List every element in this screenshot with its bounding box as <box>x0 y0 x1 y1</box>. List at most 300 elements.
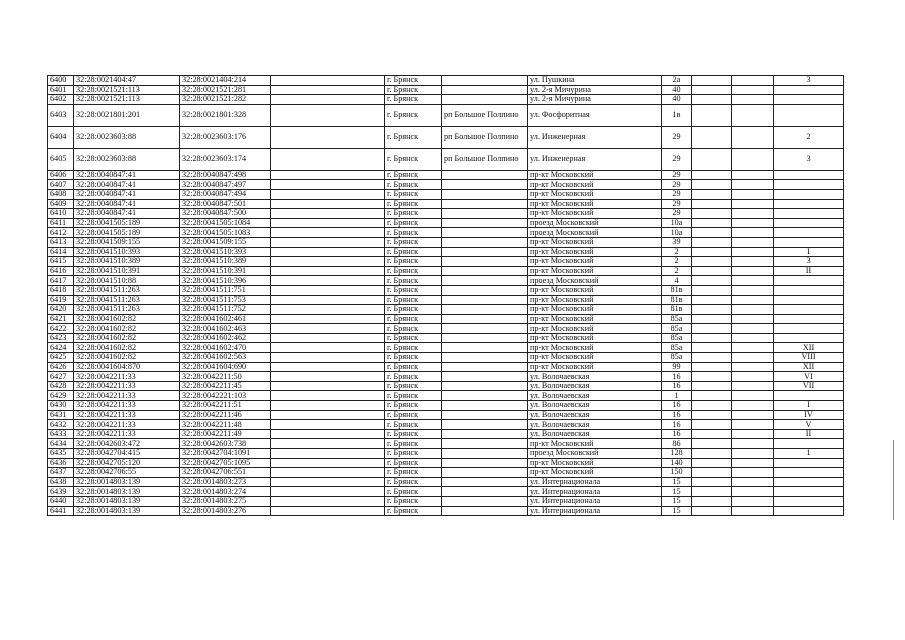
object-cadastral-number: 32:28:0041602:470 <box>180 343 271 353</box>
cadastral-number: 32:28:0014803:139 <box>74 506 180 516</box>
house-number-cell: 85а <box>662 324 692 334</box>
object-cadastral-number: 32:28:0041511:751 <box>180 285 271 295</box>
table-row <box>48 199 844 209</box>
empty-cell <box>732 362 774 372</box>
empty-cell <box>692 391 732 401</box>
empty-cell <box>692 381 732 391</box>
settlement-cell <box>442 439 528 449</box>
object-cadastral-number: 32:28:0014803:275 <box>180 496 271 506</box>
table-row <box>48 506 844 516</box>
empty-cell <box>271 209 385 219</box>
house-number-cell: 99 <box>662 362 692 372</box>
object-cadastral-number: 32:28:0042211:50 <box>180 372 271 382</box>
city-cell: г. Брянск <box>385 199 442 209</box>
empty-cell <box>732 333 774 343</box>
row-number: 6419 <box>48 295 74 305</box>
row-number: 6417 <box>48 276 74 286</box>
settlement-cell <box>442 324 528 334</box>
table-row <box>48 237 844 247</box>
settlement-cell <box>442 247 528 257</box>
table-row <box>48 189 844 199</box>
house-number-cell: 15 <box>662 506 692 516</box>
empty-cell <box>692 295 732 305</box>
house-number-cell: 1 <box>662 391 692 401</box>
building-cell <box>774 295 844 305</box>
house-number-cell: 15 <box>662 496 692 506</box>
building-cell: 1 <box>774 449 844 459</box>
object-cadastral-number: 32:28:0041510:396 <box>180 276 271 286</box>
house-number-cell: 85а <box>662 353 692 363</box>
table-row <box>48 420 844 430</box>
table-row <box>48 104 844 126</box>
settlement-cell <box>442 276 528 286</box>
empty-cell <box>732 104 774 126</box>
cadastral-number: 32:28:0042211:33 <box>74 391 180 401</box>
street-cell: пр-кт Московский <box>528 285 662 295</box>
house-number-cell: 40 <box>662 85 692 95</box>
street-cell: пр-кт Московский <box>528 257 662 267</box>
empty-cell <box>732 314 774 324</box>
row-number: 6416 <box>48 266 74 276</box>
building-cell <box>774 104 844 126</box>
empty-cell <box>732 401 774 411</box>
street-cell: пр-кт Московский <box>528 266 662 276</box>
row-number: 6428 <box>48 381 74 391</box>
object-cadastral-number: 32:28:0041509:155 <box>180 237 271 247</box>
settlement-cell <box>442 228 528 238</box>
empty-cell <box>732 449 774 459</box>
settlement-cell <box>442 477 528 487</box>
house-number-cell: 86 <box>662 439 692 449</box>
street-cell: ул. Инженерная <box>528 148 662 170</box>
table-row <box>48 410 844 420</box>
cadastral-number: 32:28:0041509:155 <box>74 237 180 247</box>
empty-cell <box>732 372 774 382</box>
empty-cell <box>692 257 732 267</box>
empty-cell <box>271 228 385 238</box>
settlement-cell <box>442 95 528 105</box>
empty-cell <box>732 126 774 148</box>
empty-cell <box>692 487 732 497</box>
row-number: 6406 <box>48 170 74 180</box>
table-row <box>48 257 844 267</box>
city-cell: г. Брянск <box>385 458 442 468</box>
row-number: 6420 <box>48 305 74 315</box>
registry-table <box>47 75 844 516</box>
house-number-cell: 16 <box>662 372 692 382</box>
empty-cell <box>732 477 774 487</box>
settlement-cell <box>442 285 528 295</box>
row-number: 6409 <box>48 199 74 209</box>
city-cell: г. Брянск <box>385 276 442 286</box>
street-cell: пр-кт Московский <box>528 209 662 219</box>
empty-cell <box>732 247 774 257</box>
table-row <box>48 449 844 459</box>
settlement-cell <box>442 496 528 506</box>
empty-cell <box>732 429 774 439</box>
house-number-cell: 16 <box>662 381 692 391</box>
street-cell: ул. 2-я Мичурина <box>528 85 662 95</box>
table-row <box>48 458 844 468</box>
table-row <box>48 401 844 411</box>
building-cell: 3 <box>774 257 844 267</box>
cadastral-number: 32:28:0040847:41 <box>74 170 180 180</box>
empty-cell <box>732 324 774 334</box>
table-row <box>48 218 844 228</box>
row-number: 6410 <box>48 209 74 219</box>
building-cell <box>774 487 844 497</box>
empty-cell <box>271 276 385 286</box>
house-number-cell: 29 <box>662 199 692 209</box>
street-cell: пр-кт Московский <box>528 333 662 343</box>
city-cell: г. Брянск <box>385 285 442 295</box>
house-number-cell: 2 <box>662 247 692 257</box>
cadastral-number: 32:28:0042211:33 <box>74 372 180 382</box>
city-cell: г. Брянск <box>385 257 442 267</box>
settlement-cell <box>442 381 528 391</box>
empty-cell <box>732 148 774 170</box>
city-cell: г. Брянск <box>385 381 442 391</box>
settlement-cell <box>442 333 528 343</box>
object-cadastral-number: 32:28:0042211:49 <box>180 429 271 439</box>
building-cell: XII <box>774 362 844 372</box>
street-cell: ул. Интернационала <box>528 496 662 506</box>
table-row <box>48 148 844 170</box>
cadastral-number: 32:28:0040847:41 <box>74 199 180 209</box>
street-cell: пр-кт Московский <box>528 170 662 180</box>
row-number: 6408 <box>48 189 74 199</box>
building-cell: 3 <box>774 76 844 86</box>
cadastral-number: 32:28:0041510:393 <box>74 247 180 257</box>
settlement-cell <box>442 420 528 430</box>
house-number-cell: 16 <box>662 420 692 430</box>
building-cell: I <box>774 401 844 411</box>
table-row <box>48 439 844 449</box>
row-number: 6412 <box>48 228 74 238</box>
building-cell <box>774 209 844 219</box>
city-cell: г. Брянск <box>385 429 442 439</box>
row-number: 6405 <box>48 148 74 170</box>
empty-cell <box>692 266 732 276</box>
cadastral-number: 32:28:0041505:189 <box>74 228 180 238</box>
house-number-cell: 29 <box>662 180 692 190</box>
row-number: 6407 <box>48 180 74 190</box>
house-number-cell: 85а <box>662 343 692 353</box>
building-cell: II <box>774 429 844 439</box>
empty-cell <box>732 496 774 506</box>
empty-cell <box>271 439 385 449</box>
cadastral-number: 32:28:0042704:415 <box>74 449 180 459</box>
object-cadastral-number: 32:28:0041604:690 <box>180 362 271 372</box>
object-cadastral-number: 32:28:0021521:281 <box>180 85 271 95</box>
cadastral-number: 32:28:0042603:472 <box>74 439 180 449</box>
building-cell <box>774 285 844 295</box>
row-number: 6411 <box>48 218 74 228</box>
building-cell: V <box>774 420 844 430</box>
empty-cell <box>692 170 732 180</box>
building-cell <box>774 276 844 286</box>
settlement-cell <box>442 199 528 209</box>
building-cell: VIII <box>774 353 844 363</box>
building-cell <box>774 458 844 468</box>
building-cell: 2 <box>774 126 844 148</box>
street-cell: пр-кт Московский <box>528 468 662 478</box>
row-number: 6432 <box>48 420 74 430</box>
settlement-cell: рп Большое Полпино <box>442 148 528 170</box>
cadastral-number: 32:28:0014803:139 <box>74 487 180 497</box>
empty-cell <box>732 295 774 305</box>
registry-rows <box>48 76 844 516</box>
empty-cell <box>271 391 385 401</box>
city-cell: г. Брянск <box>385 468 442 478</box>
object-cadastral-number: 32:28:0041505:1084 <box>180 218 271 228</box>
row-number: 6434 <box>48 439 74 449</box>
table-row <box>48 496 844 506</box>
row-number: 6439 <box>48 487 74 497</box>
empty-cell <box>692 353 732 363</box>
city-cell: г. Брянск <box>385 420 442 430</box>
street-cell: пр-кт Московский <box>528 189 662 199</box>
settlement-cell: рп Большое Полпино <box>442 104 528 126</box>
settlement-cell <box>442 76 528 86</box>
row-number: 6415 <box>48 257 74 267</box>
row-number: 6425 <box>48 353 74 363</box>
object-cadastral-number: 32:28:0042704:1091 <box>180 449 271 459</box>
empty-cell <box>732 458 774 468</box>
table-row <box>48 324 844 334</box>
empty-cell <box>271 199 385 209</box>
empty-cell <box>692 410 732 420</box>
house-number-cell: 128 <box>662 449 692 459</box>
building-cell <box>774 218 844 228</box>
empty-cell <box>692 372 732 382</box>
object-cadastral-number: 32:28:0041602:461 <box>180 314 271 324</box>
city-cell: г. Брянск <box>385 228 442 238</box>
cadastral-number: 32:28:0041510:389 <box>74 257 180 267</box>
object-cadastral-number: 32:28:0040847:497 <box>180 180 271 190</box>
cadastral-number: 32:28:0041511:263 <box>74 305 180 315</box>
row-number: 6418 <box>48 285 74 295</box>
settlement-cell <box>442 391 528 401</box>
house-number-cell: 10а <box>662 218 692 228</box>
empty-cell <box>732 209 774 219</box>
building-cell <box>774 496 844 506</box>
settlement-cell <box>442 85 528 95</box>
cadastral-number: 32:28:0042705:120 <box>74 458 180 468</box>
object-cadastral-number: 32:28:0021404:214 <box>180 76 271 86</box>
empty-cell <box>732 228 774 238</box>
cadastral-number: 32:28:0021521:113 <box>74 85 180 95</box>
cadastral-number: 32:28:0042211:33 <box>74 420 180 430</box>
row-number: 6414 <box>48 247 74 257</box>
settlement-cell <box>442 209 528 219</box>
row-number: 6438 <box>48 477 74 487</box>
empty-cell <box>271 170 385 180</box>
house-number-cell: 2а <box>662 76 692 86</box>
cadastral-number: 32:28:0041510:391 <box>74 266 180 276</box>
empty-cell <box>271 180 385 190</box>
settlement-cell <box>442 449 528 459</box>
empty-cell <box>692 276 732 286</box>
cadastral-number: 32:28:0021404:47 <box>74 76 180 86</box>
empty-cell <box>271 85 385 95</box>
building-cell <box>774 506 844 516</box>
empty-cell <box>692 148 732 170</box>
city-cell: г. Брянск <box>385 324 442 334</box>
settlement-cell <box>442 257 528 267</box>
city-cell: г. Брянск <box>385 95 442 105</box>
row-number: 6437 <box>48 468 74 478</box>
empty-cell <box>692 76 732 86</box>
house-number-cell: 140 <box>662 458 692 468</box>
empty-cell <box>692 496 732 506</box>
city-cell: г. Брянск <box>385 180 442 190</box>
object-cadastral-number: 32:28:0042211:48 <box>180 420 271 430</box>
empty-cell <box>271 266 385 276</box>
empty-cell <box>692 429 732 439</box>
table-row <box>48 391 844 401</box>
building-cell <box>774 228 844 238</box>
empty-cell <box>271 333 385 343</box>
empty-cell <box>732 468 774 478</box>
street-cell: ул. Волочаевская <box>528 381 662 391</box>
city-cell: г. Брянск <box>385 496 442 506</box>
empty-cell <box>271 95 385 105</box>
city-cell: г. Брянск <box>385 487 442 497</box>
cadastral-number: 32:28:0042211:33 <box>74 401 180 411</box>
object-cadastral-number: 32:28:0042603:738 <box>180 439 271 449</box>
settlement-cell: рп Большое Полпино <box>442 126 528 148</box>
table-row <box>48 295 844 305</box>
building-cell: VI <box>774 372 844 382</box>
street-cell: ул. Волочаевская <box>528 391 662 401</box>
settlement-cell <box>442 401 528 411</box>
empty-cell <box>271 324 385 334</box>
settlement-cell <box>442 218 528 228</box>
row-number: 6429 <box>48 391 74 401</box>
row-number: 6400 <box>48 76 74 86</box>
building-cell <box>774 477 844 487</box>
cadastral-number: 32:28:0042211:33 <box>74 429 180 439</box>
empty-cell <box>271 420 385 430</box>
table-row <box>48 343 844 353</box>
empty-cell <box>692 85 732 95</box>
empty-cell <box>271 126 385 148</box>
empty-cell <box>692 199 732 209</box>
house-number-cell: 29 <box>662 148 692 170</box>
table-row <box>48 209 844 219</box>
empty-cell <box>692 247 732 257</box>
city-cell: г. Брянск <box>385 218 442 228</box>
empty-cell <box>732 76 774 86</box>
empty-cell <box>732 391 774 401</box>
row-number: 6422 <box>48 324 74 334</box>
house-number-cell: 39 <box>662 237 692 247</box>
empty-cell <box>732 180 774 190</box>
street-cell: пр-кт Московский <box>528 199 662 209</box>
cadastral-number: 32:28:0041604:870 <box>74 362 180 372</box>
building-cell <box>774 237 844 247</box>
row-number: 6404 <box>48 126 74 148</box>
empty-cell <box>271 496 385 506</box>
building-cell: I <box>774 247 844 257</box>
row-number: 6424 <box>48 343 74 353</box>
table-row <box>48 487 844 497</box>
city-cell: г. Брянск <box>385 295 442 305</box>
house-number-cell: 29 <box>662 189 692 199</box>
building-cell <box>774 468 844 478</box>
empty-cell <box>732 276 774 286</box>
empty-cell <box>692 362 732 372</box>
empty-cell <box>271 285 385 295</box>
empty-cell <box>271 257 385 267</box>
object-cadastral-number: 32:28:0040847:494 <box>180 189 271 199</box>
table-row <box>48 353 844 363</box>
empty-cell <box>692 218 732 228</box>
building-cell: IV <box>774 410 844 420</box>
object-cadastral-number: 32:28:0021521:282 <box>180 95 271 105</box>
cadastral-number: 32:28:0041511:263 <box>74 285 180 295</box>
house-number-cell: 1в <box>662 104 692 126</box>
street-cell: ул. Интернационала <box>528 506 662 516</box>
city-cell: г. Брянск <box>385 362 442 372</box>
row-number: 6431 <box>48 410 74 420</box>
street-cell: пр-кт Московский <box>528 362 662 372</box>
empty-cell <box>692 458 732 468</box>
row-number: 6402 <box>48 95 74 105</box>
table-row <box>48 305 844 315</box>
street-cell: проезд Московский <box>528 449 662 459</box>
cadastral-number: 32:28:0040847:41 <box>74 180 180 190</box>
city-cell: г. Брянск <box>385 506 442 516</box>
empty-cell <box>692 439 732 449</box>
city-cell: г. Брянск <box>385 410 442 420</box>
city-cell: г. Брянск <box>385 353 442 363</box>
street-cell: ул. Волочаевская <box>528 401 662 411</box>
house-number-cell: 29 <box>662 209 692 219</box>
street-cell: пр-кт Московский <box>528 314 662 324</box>
object-cadastral-number: 32:28:0040847:498 <box>180 170 271 180</box>
empty-cell <box>271 76 385 86</box>
empty-cell <box>732 237 774 247</box>
street-cell: ул. Инженерная <box>528 126 662 148</box>
building-cell <box>774 189 844 199</box>
building-cell: II <box>774 266 844 276</box>
cadastral-number: 32:28:0041602:82 <box>74 343 180 353</box>
cadastral-number: 32:28:0042706:55 <box>74 468 180 478</box>
cadastral-number: 32:28:0041602:82 <box>74 333 180 343</box>
table-row <box>48 285 844 295</box>
empty-cell <box>732 353 774 363</box>
empty-cell <box>271 237 385 247</box>
empty-cell <box>271 343 385 353</box>
object-cadastral-number: 32:28:0042211:51 <box>180 401 271 411</box>
table-row <box>48 276 844 286</box>
table-row <box>48 381 844 391</box>
page-edge-mark <box>893 440 894 520</box>
street-cell: пр-кт Московский <box>528 247 662 257</box>
settlement-cell <box>442 295 528 305</box>
cadastral-number: 32:28:0041511:263 <box>74 295 180 305</box>
house-number-cell: 40 <box>662 95 692 105</box>
building-cell <box>774 324 844 334</box>
street-cell: пр-кт Московский <box>528 353 662 363</box>
city-cell: г. Брянск <box>385 85 442 95</box>
row-number: 6421 <box>48 314 74 324</box>
empty-cell <box>692 104 732 126</box>
house-number-cell: 15 <box>662 477 692 487</box>
empty-cell <box>732 85 774 95</box>
